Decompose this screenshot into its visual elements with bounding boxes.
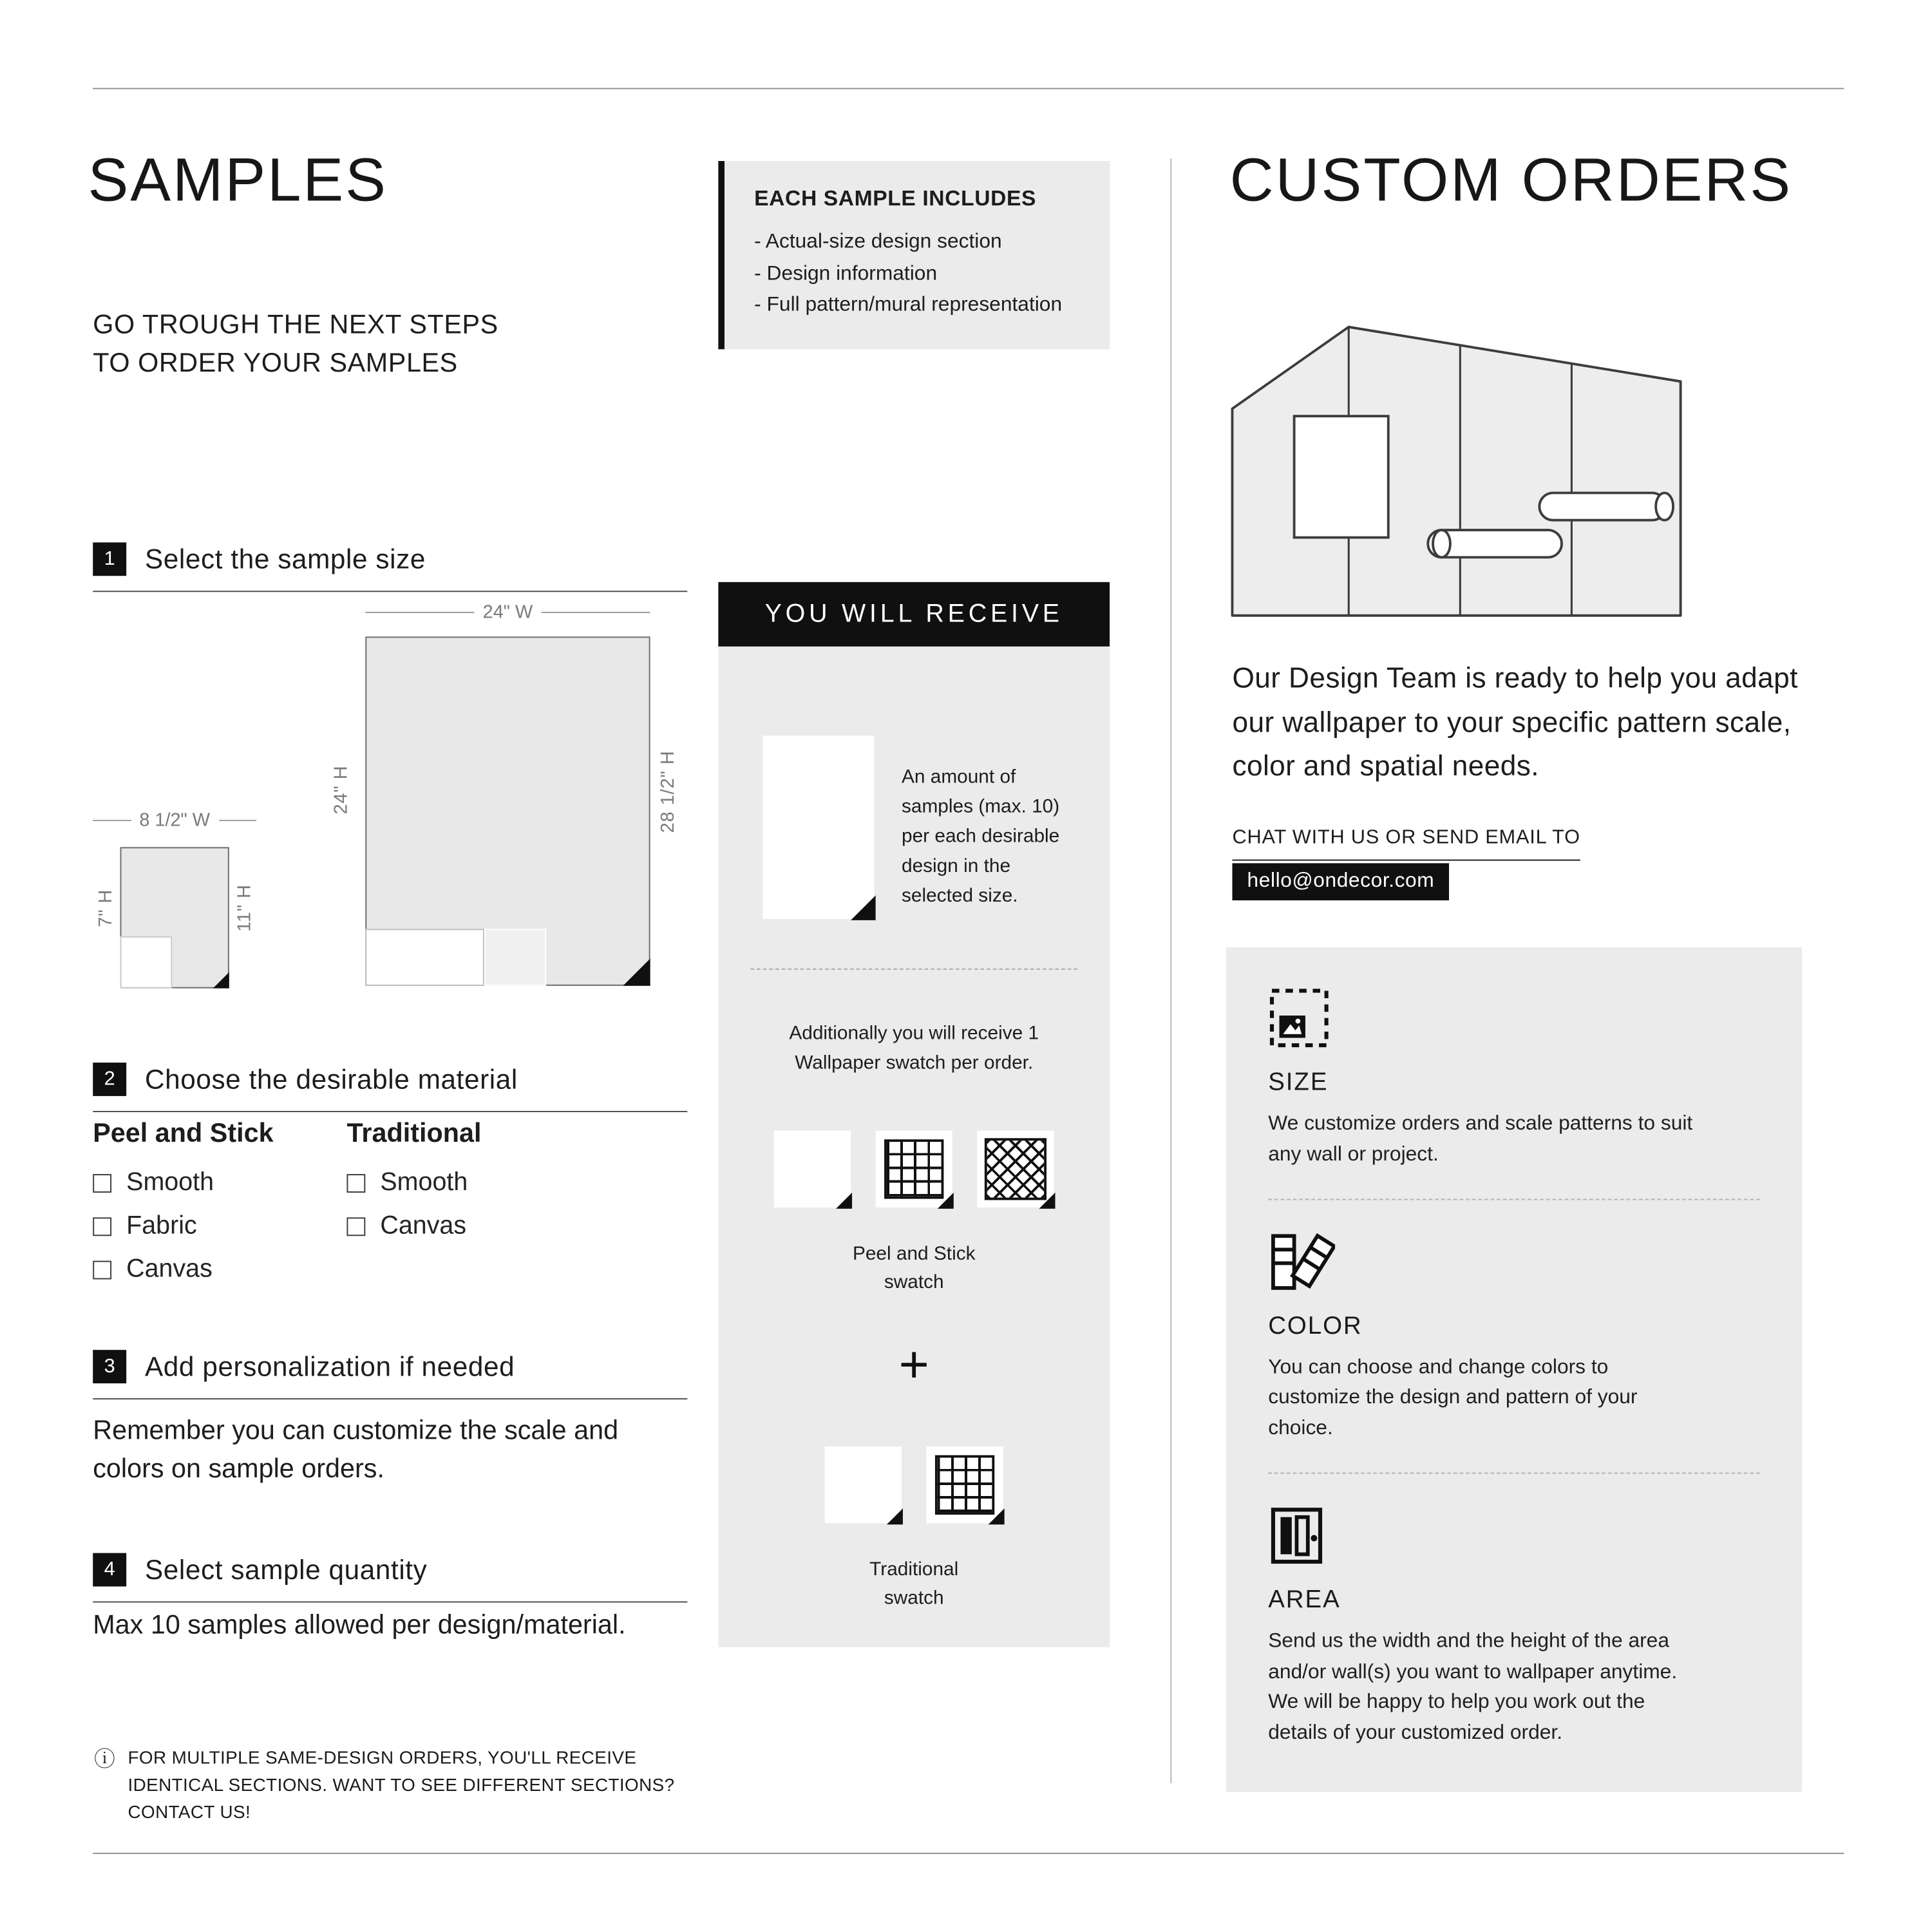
grid-swatch-icon (926, 1446, 1003, 1522)
traditional-swatch-row (718, 1446, 1110, 1522)
grid-swatch-icon (876, 1131, 952, 1208)
peel-and-stick-title: Peel and Stick (93, 1118, 274, 1148)
step-3-number-badge: 3 (93, 1350, 126, 1383)
step-2-label: Choose the desirable material (145, 1063, 518, 1095)
feature-color-text: You can choose and change colors to customize the design and pattern of your choice. (1268, 1355, 1638, 1439)
traditional-swatch-caption: Traditional swatch (869, 1558, 959, 1609)
custom-intro: Our Design Team is ready to help you adapt our wallpaper to your specific pattern scale, color and spatial needs. (1232, 661, 1798, 782)
dimension-width-small: 8 1/2" W (93, 810, 256, 831)
dimension-height-small-right: 11" H (234, 884, 256, 932)
plain-swatch-icon (774, 1131, 851, 1208)
folded-corner-icon (836, 1193, 852, 1209)
color-swatches-icon (1268, 1228, 1759, 1293)
step-3-label: Add personalization if needed (145, 1350, 515, 1382)
crosshatch-swatch-icon (977, 1131, 1054, 1208)
small-sample-rect (120, 847, 229, 988)
step-4-label: Select sample quantity (145, 1553, 428, 1585)
plain-swatch-icon (825, 1446, 902, 1522)
footnote (94, 1747, 719, 1827)
material-option-label: Canvas (126, 1255, 213, 1283)
includes-title: EACH SAMPLE INCLUDES (754, 185, 1037, 211)
size-selection-icon (1268, 985, 1759, 1049)
material-option-peel-fabric[interactable] (93, 1211, 346, 1241)
column-divider (1170, 158, 1171, 1783)
sample-inset-white (120, 936, 173, 989)
step-4-header (93, 1553, 687, 1603)
peel-swatch-caption: Peel and Stick swatch (852, 1243, 976, 1294)
step-2-header (93, 1063, 687, 1112)
step-1-header (93, 542, 687, 592)
step-1-number-badge: 1 (93, 542, 126, 576)
feature-area (1268, 1502, 1759, 1748)
material-option-label: Smooth (380, 1168, 468, 1197)
feature-area-text: Send us the width and the height of the area and/or wall(s) you want to wallpaper anytime. We will be happy to help you work out the details of your customized order. (1268, 1629, 1678, 1744)
peel-swatch-row (718, 1131, 1110, 1208)
dimension-width-large: 24" W (365, 602, 650, 623)
feature-size-text: We customize orders and scale patterns to suit any wall or project. (1268, 1112, 1693, 1166)
folded-corner-icon (887, 1508, 903, 1524)
material-option-peel-smooth[interactable] (93, 1168, 346, 1197)
footnote-text: FOR MULTIPLE SAME-DESIGN ORDERS, YOU'LL RECEIVE IDENTICAL SECTIONS. WANT TO SEE DIFFERENT SECTIONS? CONTACT US! (128, 1748, 675, 1823)
peel-and-stick-column (93, 1119, 346, 1298)
info-icon: ⓘ (94, 1747, 116, 1771)
samples-intro-line2: TO ORDER YOUR SAMPLES (93, 348, 458, 378)
material-option-label: Fabric (126, 1211, 197, 1240)
step-2-number-badge: 2 (93, 1063, 126, 1096)
feature-area-name: AREA (1268, 1586, 1341, 1614)
dimension-height-large-right: 28 1/2" H (658, 750, 679, 833)
personalization-note: Remember you can customize the scale and colors on sample orders. (93, 1416, 619, 1484)
each-sample-includes-box (718, 161, 1110, 349)
receive-panel-title: YOU WILL RECEIVE (718, 582, 1110, 647)
sample-inset-gray (484, 929, 546, 985)
checkbox-icon[interactable] (93, 1260, 111, 1279)
material-options (93, 1119, 687, 1298)
checkbox-icon[interactable] (346, 1173, 365, 1192)
contact-email[interactable]: hello@ondecor.com (1232, 863, 1449, 900)
bottom-divider (93, 1853, 1844, 1854)
samples-title: SAMPLES (88, 147, 388, 214)
traditional-title: Traditional (346, 1118, 482, 1148)
dimension-height-small-left: 7" H (95, 889, 117, 927)
folded-corner-icon (213, 972, 229, 989)
samples-intro (93, 306, 498, 383)
folded-corner-icon (938, 1193, 954, 1209)
includes-item: - Full pattern/mural representation (754, 294, 1063, 316)
feature-color (1268, 1228, 1759, 1444)
includes-item: - Design information (754, 261, 938, 285)
quantity-note: Max 10 samples allowed per design/material. (93, 1610, 626, 1640)
step-4-number-badge: 4 (93, 1553, 126, 1587)
material-option-label: Smooth (126, 1168, 214, 1197)
checkbox-icon[interactable] (93, 1173, 111, 1192)
step-3-header (93, 1350, 687, 1399)
large-sample-rect (365, 636, 650, 985)
checkbox-icon[interactable] (93, 1217, 111, 1235)
plus-icon: + (898, 1334, 929, 1393)
folded-corner-icon (989, 1508, 1005, 1524)
step-1-label: Select the sample size (145, 543, 426, 574)
material-option-label: Canvas (380, 1211, 467, 1240)
dimension-height-large-left: 24" H (330, 765, 352, 815)
feature-color-name: COLOR (1268, 1312, 1363, 1340)
samples-intro-line1: GO TROUGH THE NEXT STEPS (93, 309, 498, 339)
folded-corner-icon (1039, 1193, 1055, 1209)
samples-amount-row (718, 647, 1110, 919)
samples-amount-text: An amount of samples (max. 10) per each desirable design in the selected size. (902, 766, 1060, 907)
traditional-column (346, 1119, 481, 1298)
wall-area-icon (1268, 1502, 1759, 1566)
folded-corner-icon (851, 895, 875, 920)
checkbox-icon[interactable] (346, 1217, 365, 1235)
custom-orders-title: CUSTOM ORDERS (1229, 147, 1793, 214)
contact-label: CHAT WITH US OR SEND EMAIL TO (1232, 828, 1580, 861)
includes-item: - Actual-size design section (754, 230, 1002, 253)
sample-inset-white (365, 929, 484, 985)
folded-corner-icon (623, 958, 650, 985)
you-will-receive-panel (718, 582, 1110, 1647)
additional-swatch-text: Additionally you will receive 1 Wallpaper swatch per order. (789, 1023, 1039, 1074)
sample-size-diagram (93, 601, 687, 1028)
dashed-divider (1268, 1472, 1759, 1473)
sample-page-icon (763, 735, 875, 919)
material-option-traditional-canvas[interactable] (346, 1211, 481, 1241)
dashed-divider (1268, 1198, 1759, 1200)
dashed-divider (750, 969, 1077, 970)
material-option-traditional-smooth[interactable] (346, 1168, 481, 1197)
material-option-peel-canvas[interactable] (93, 1255, 346, 1284)
top-divider (93, 88, 1844, 90)
wall-illustration (1230, 319, 1686, 619)
feature-size (1268, 985, 1759, 1170)
custom-features-panel (1226, 947, 1802, 1792)
feature-size-name: SIZE (1268, 1068, 1329, 1096)
